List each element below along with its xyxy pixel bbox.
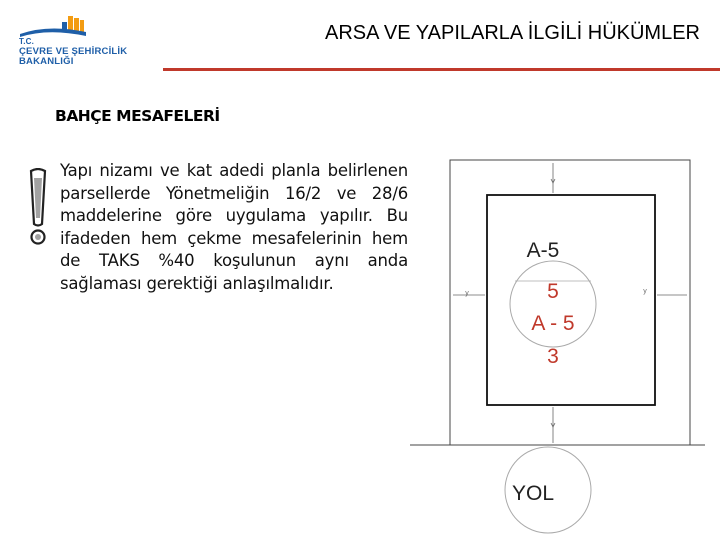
building-skyline-icon xyxy=(18,14,88,38)
building-footprint xyxy=(487,195,655,405)
logo-line-2: BAKANLIĞI xyxy=(19,56,74,67)
zone-label: A-5 xyxy=(526,239,560,262)
circle-top-label: 5 xyxy=(547,280,559,303)
setback-marker-right: y xyxy=(643,288,647,295)
road-label: YOL xyxy=(511,482,555,505)
parcel-boundary xyxy=(450,160,690,445)
circle-bottom-label: 3 xyxy=(547,345,559,368)
section-title: BAHÇE MESAFELERİ xyxy=(55,107,220,125)
setback-marker-left: y xyxy=(465,290,469,297)
setback-diagram xyxy=(405,155,705,540)
exclamation-icon xyxy=(26,168,50,248)
header-divider xyxy=(163,68,720,71)
logo-line-1: ÇEVRE VE ŞEHİRCİLİK xyxy=(19,46,128,57)
body-paragraph: Yapı nizamı ve kat adedi planla belirlenen parsellerde Yönetmeliğin 16/2 ve 28/6 maddelerine göre uygulama yapılır. Bu ifadeden hem çekme mesafelerinin hem de TAKS %40 koşulunun aynı anda sağlaması gerektiği anlaşılmalıdır. xyxy=(60,161,408,293)
circle-mid-label: A - 5 xyxy=(531,312,575,335)
logo-tc-text: T.C. xyxy=(19,37,35,46)
ministry-logo xyxy=(18,14,158,70)
page-title: ARSA VE YAPILARLA İLGİLİ HÜKÜMLER xyxy=(325,22,700,44)
